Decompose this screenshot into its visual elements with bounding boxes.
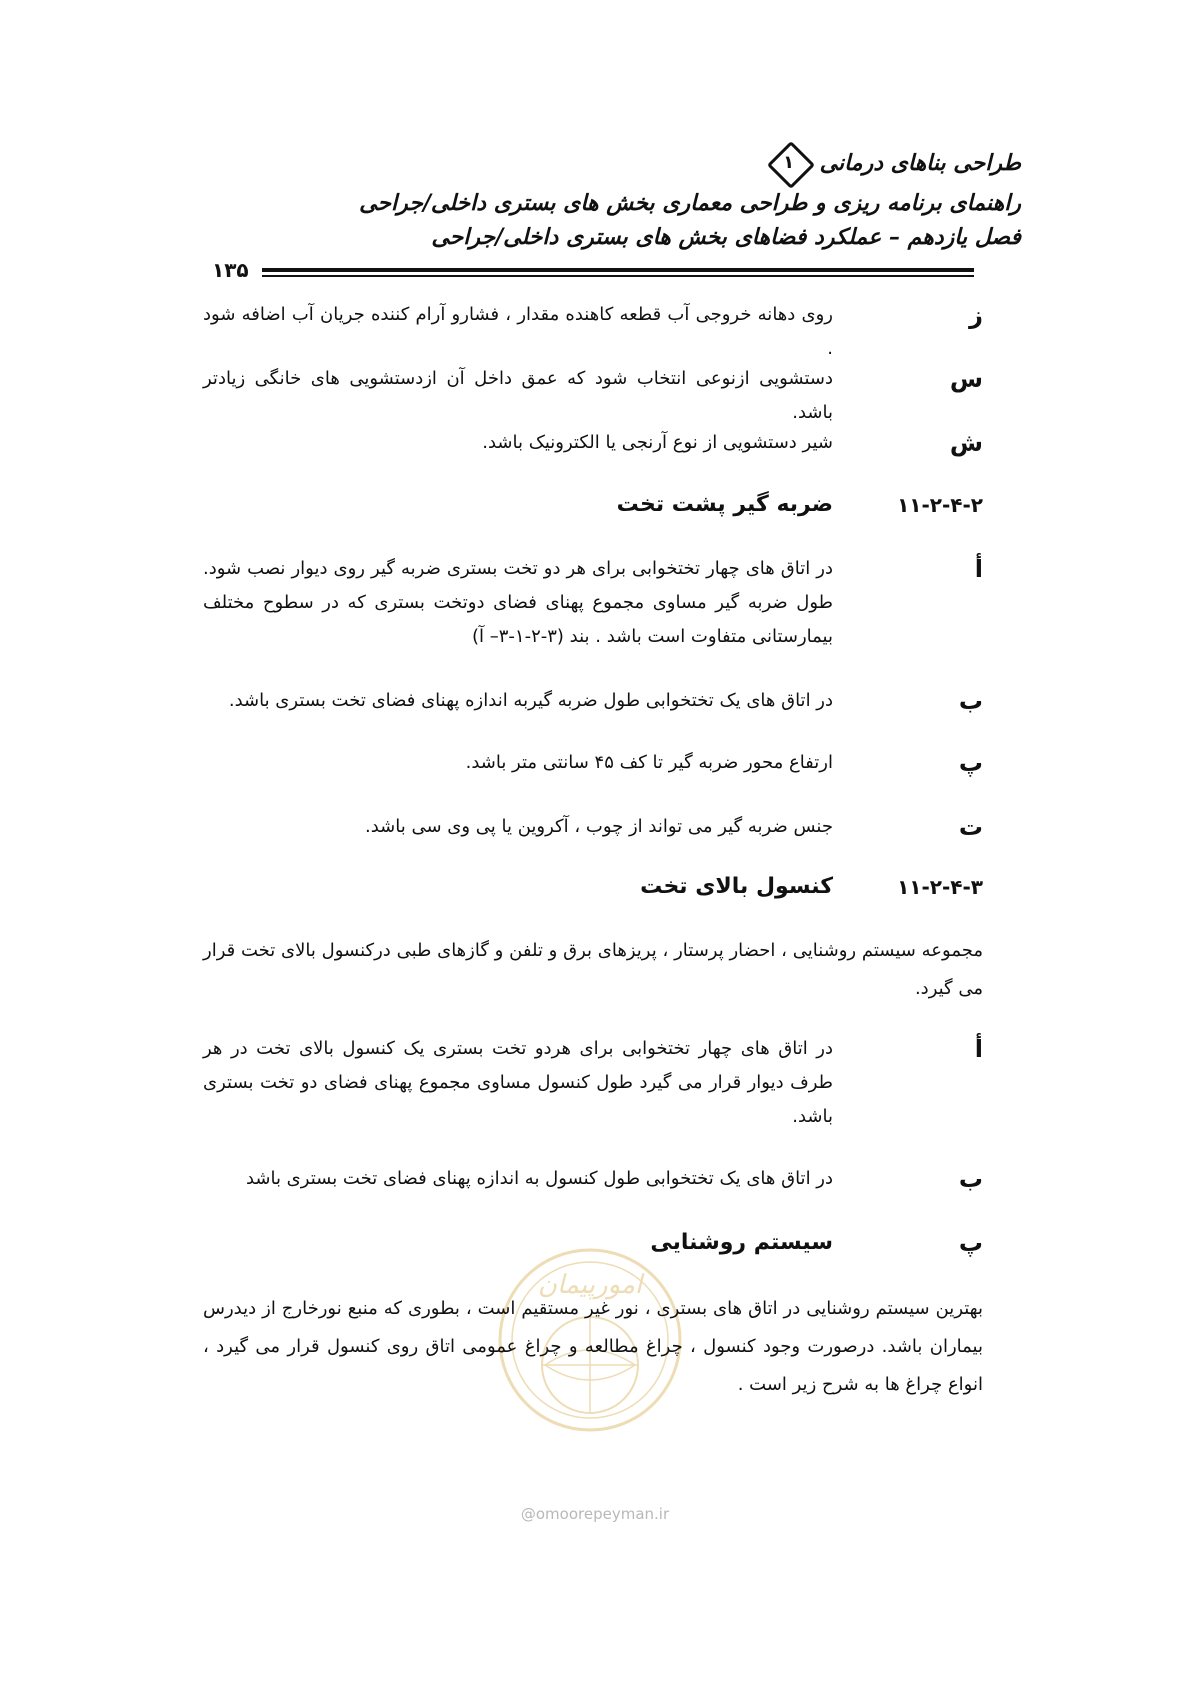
section-number: ۱۱-۲-۴-۳	[897, 875, 983, 899]
header-line-3: فصل یازدهم – عملکرد فضاهای بخش های بستری داخلی/جراحی	[431, 224, 1021, 250]
page-header	[201, 140, 1021, 254]
item-marker: أ	[974, 555, 983, 583]
watermark-url: @omoorepeyman.ir	[520, 1505, 670, 1523]
item-marker: ب	[958, 687, 983, 715]
item-marker: ز	[969, 301, 983, 329]
item-text: در اتاق های یک تختخوابی طول کنسول به اندازه پهنای فضای تخت بستری باشد	[245, 1168, 833, 1189]
list-item	[203, 810, 983, 844]
section-number: ۱۱-۲-۴-۲	[897, 493, 983, 517]
watermark-logo-text: امورپیمان	[537, 1270, 643, 1300]
header-line-1	[201, 140, 1021, 186]
section-heading	[203, 870, 983, 904]
page-number: ۱۳۵	[212, 258, 249, 282]
list-item	[203, 1032, 983, 1134]
item-marker: ت	[958, 813, 983, 841]
item-text: شیر دستشویی از نوع آرنجی یا الکترونیک باشد.	[482, 432, 833, 453]
list-item	[203, 684, 983, 718]
item-marker: أ	[974, 1035, 983, 1063]
volume-badge	[766, 140, 812, 186]
header-divider	[262, 268, 974, 277]
item-marker: ش	[949, 429, 983, 457]
section-intro: مجموعه سیستم روشنایی ، احضار پرستار ، پریزهای برق و تلفن و گازهای طبی درکنسول بالای تخت قرار می گیرد.	[203, 940, 983, 999]
item-marker: س	[949, 365, 983, 393]
item-text: روی دهانه خروجی آب قطعه کاهنده مقدار ، فشارو آرام کننده جریان آب اضافه شود .	[203, 304, 833, 359]
item-marker: ب	[958, 1165, 983, 1193]
header-line-2: راهنمای برنامه ریزی و طراحی معماری بخش های بستری داخلی/جراحی	[359, 190, 1021, 216]
closing-paragraph: بهترین سیستم روشنایی در اتاق های بستری ، نور غیر مستقیم است ، بطوری که منبع نورخارج از دیدرس بیماران باشد. درصورت وجود کنسول ، چراغ مطالعه و چراغ عمومی اتاق روی کنسول قرار می گیرد ، انواع چراغ ها به شرح زیر است .	[203, 1298, 983, 1395]
volume-number: ۱	[783, 152, 795, 173]
subheading-title: سیستم روشنایی	[650, 1230, 833, 1255]
list-item	[203, 298, 983, 366]
section-heading	[203, 488, 983, 522]
item-marker: پ	[958, 1229, 983, 1257]
divider-thin	[262, 275, 974, 277]
book-title: طراحی بناهای درمانی	[819, 150, 1021, 176]
list-item	[203, 552, 983, 654]
section-title: ضربه گیر پشت تخت	[616, 492, 833, 517]
item-marker: پ	[958, 749, 983, 777]
item-text: در اتاق های چهار تختخوابی برای هر دو تخت بستری ضربه گیر روی دیوار نصب شود. طول ضربه گیر مساوی مجموع پهنای فضای دوتخت بستری که در سطوح مختلف بیمارستانی متفاوت است باشد . بند (۳-۲-۱-۳– آ)	[203, 558, 833, 647]
list-item	[203, 426, 983, 460]
item-text: در اتاق های یک تختخوابی طول ضربه گیربه اندازه پهنای فضای تخت بستری باشد.	[228, 690, 833, 711]
item-text: جنس ضربه گیر می تواند از چوب ، آکروین یا پی وی سی باشد.	[364, 816, 833, 837]
item-text: در اتاق های چهار تختخوابی برای هردو تخت بستری یک کنسول بالای تخت در هر طرف دیوار قرار می گیرد طول کنسول مساوی مجموع پهنای فضای دو تخت بستری باشد.	[203, 1038, 833, 1127]
list-item	[203, 362, 983, 430]
item-text: دستشویی ازنوعی انتخاب شود که عمق داخل آن ازدستشویی های خانگی زیادتر باشد.	[203, 368, 833, 423]
section-title: کنسول بالای تخت	[640, 874, 833, 899]
list-item	[203, 746, 983, 780]
list-item	[203, 1162, 983, 1196]
item-text: ارتفاع محور ضربه گیر تا کف ۴۵ سانتی متر باشد.	[465, 752, 833, 773]
